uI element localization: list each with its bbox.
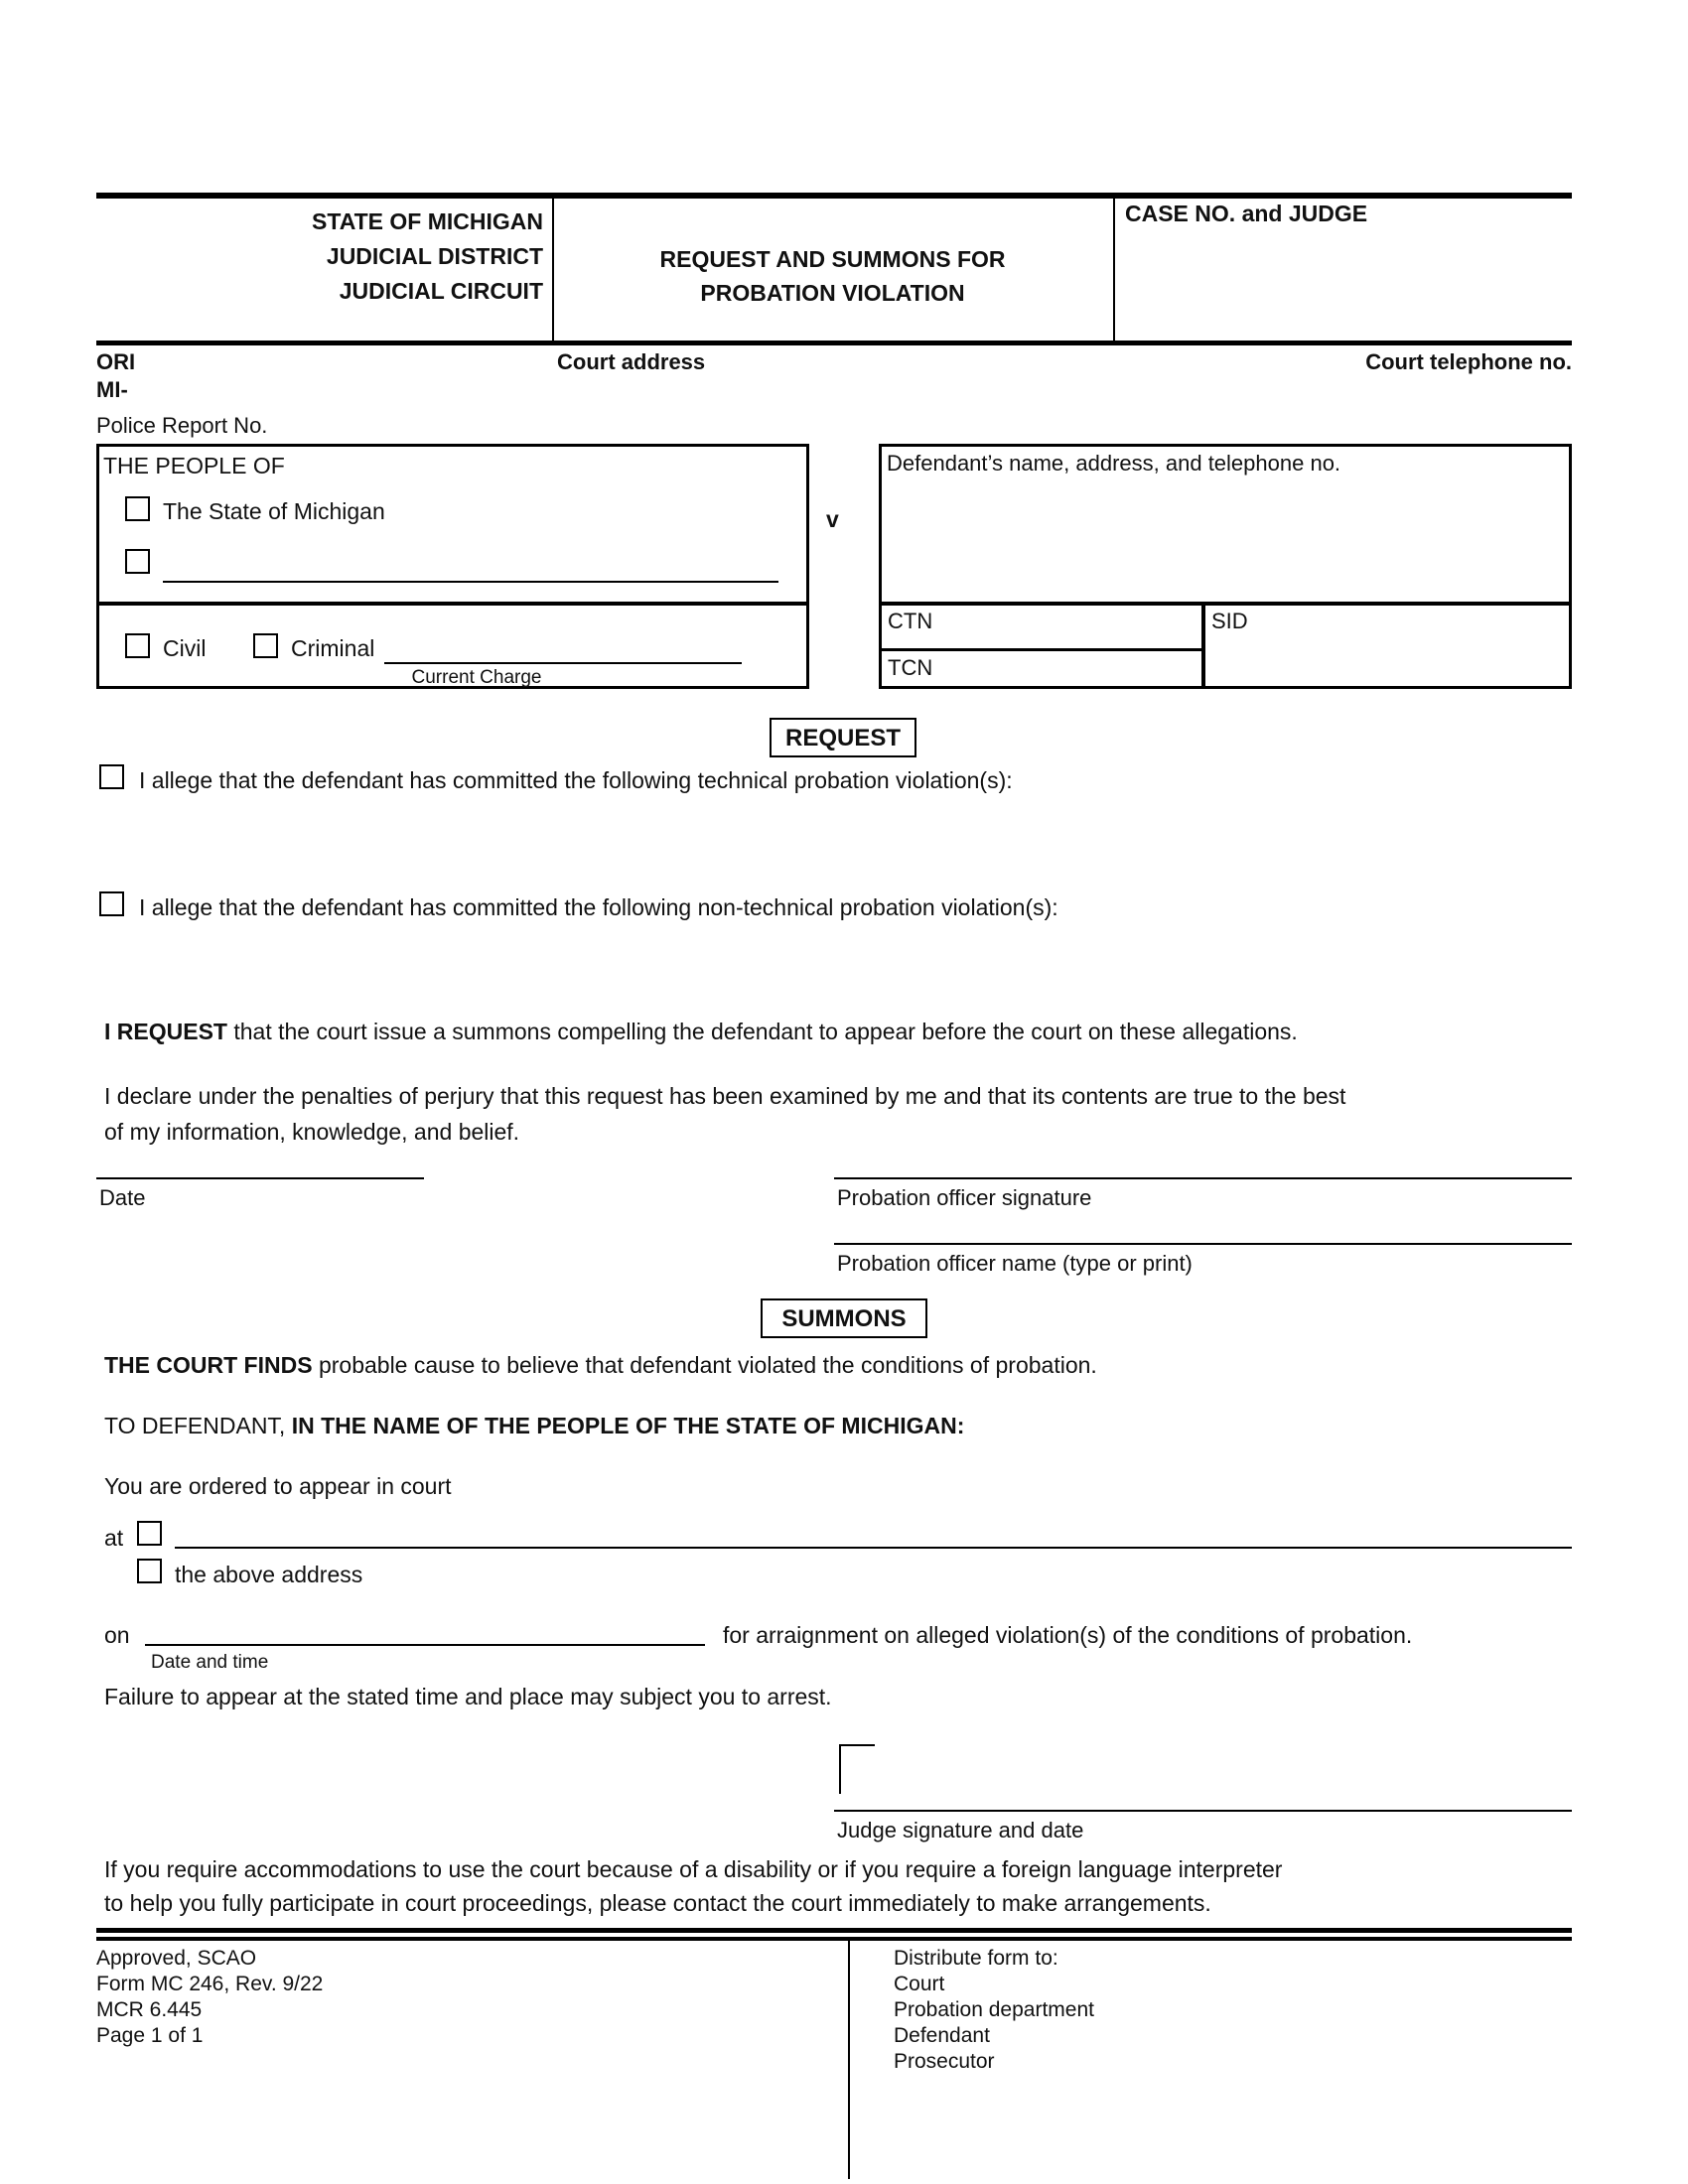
ctn-label: CTN [888, 609, 933, 633]
plaintiff-box-divider [99, 602, 806, 606]
footer-rule-bottom [96, 1937, 1572, 1941]
above-address-checkbox[interactable] [137, 1559, 162, 1583]
police-report-label: Police Report No. [96, 413, 268, 438]
request-statement-bold: I REQUEST [104, 1019, 227, 1044]
footer-distribution [894, 1946, 1094, 2075]
ctn-cell[interactable] [882, 606, 1201, 648]
header-bottom-rule [96, 341, 1572, 345]
above-address-label: the above address [175, 1562, 363, 1587]
footer-rule-top [96, 1928, 1572, 1933]
probation-officer-name-label: Probation officer name (type or print) [837, 1251, 1193, 1276]
other-plaintiff-line[interactable] [163, 556, 778, 583]
footer-column-divider [848, 1941, 850, 2179]
distribute-label: Distribute form to: [894, 1947, 1058, 1970]
tcn-cell[interactable] [882, 651, 1201, 686]
court-name-block [96, 205, 543, 309]
header-top-rule [96, 193, 1572, 199]
accommodation-notice: If you require accommodations to use the court because of a disability or if you require a foreign language interpreter to help you fully participate in court proceedings, please contact the court immediately to make arrangements. [104, 1856, 1283, 1916]
technical-violation-checkbox[interactable] [99, 764, 124, 789]
date-line[interactable] [96, 1153, 424, 1179]
defendant-info-label: Defendant’s name, address, and telephone no. [887, 451, 1341, 476]
court-finds-statement [104, 1352, 1097, 1379]
footer-form-info [96, 1946, 323, 2049]
distribute-defendant: Defendant [894, 2024, 990, 2047]
request-section-title: REQUEST [770, 718, 916, 757]
mi-label: MI- [96, 377, 128, 402]
nontechnical-violation-checkbox[interactable] [99, 891, 124, 916]
signature-placeholder-bracket-top [839, 1744, 875, 1746]
sid-label: SID [1211, 609, 1248, 633]
to-defendant-statement [104, 1413, 964, 1439]
header-divider-right [1113, 199, 1115, 341]
distribute-prosecutor: Prosecutor [894, 2050, 995, 2073]
criminal-checkbox[interactable] [253, 633, 278, 658]
civil-label: Civil [163, 635, 207, 661]
probation-officer-signature-line[interactable] [834, 1153, 1572, 1179]
failure-to-appear-text: Failure to appear at the stated time and place may subject you to arrest. [104, 1684, 832, 1709]
distribute-court: Court [894, 1973, 945, 1995]
date-label: Date [99, 1185, 146, 1210]
date-time-label: Date and time [151, 1652, 269, 1673]
judge-signature-line[interactable] [834, 1785, 1572, 1812]
in-the-name-bold: IN THE NAME OF THE PEOPLE OF THE STATE OF MICHIGAN: [291, 1413, 965, 1438]
people-of-label: THE PEOPLE OF [103, 453, 285, 478]
versus-label: v [826, 506, 839, 532]
mcr-line: MCR 6.445 [96, 1998, 203, 2021]
probation-officer-signature-label: Probation officer signature [837, 1185, 1092, 1210]
page-count-line: Page 1 of 1 [96, 2024, 204, 2047]
court-finds-bold: THE COURT FINDS [104, 1352, 313, 1378]
current-charge-line[interactable] [384, 637, 742, 664]
ori-label: ORI [96, 349, 136, 374]
court-address-label: Court address [557, 349, 706, 374]
other-plaintiff-checkbox[interactable] [125, 549, 150, 574]
on-label: on [104, 1622, 130, 1648]
sid-cell[interactable] [1205, 606, 1569, 686]
summons-section-title: SUMMONS [761, 1298, 927, 1338]
tcn-label: TCN [888, 655, 933, 680]
state-of-michigan-checkbox[interactable] [125, 496, 150, 521]
distribute-probation: Probation department [894, 1998, 1094, 2021]
current-charge-label: Current Charge [411, 667, 542, 688]
form-number-line: Form MC 246, Rev. 9/22 [96, 1973, 324, 1995]
court-location-checkbox[interactable] [137, 1521, 162, 1546]
at-label: at [104, 1525, 124, 1551]
probation-officer-name-line[interactable] [834, 1218, 1572, 1245]
court-location-line[interactable] [175, 1522, 1572, 1549]
court-finds-rest: probable cause to believe that defendant violated the conditions of probation. [312, 1352, 1097, 1378]
defendant-info-cell[interactable] [882, 447, 1569, 602]
perjury-declaration: I declare under the penalties of perjury that this request has been examined by me and that its contents are true to the best of my information, knowledge, and belief. [104, 1083, 1346, 1145]
defendant-box [879, 444, 1572, 689]
state-line: STATE OF MICHIGAN [312, 208, 543, 234]
request-statement-rest: that the court issue a summons compelling the defendant to appear before the court on these allegations. [226, 1019, 1298, 1044]
criminal-label: Criminal [291, 635, 375, 661]
judicial-circuit-line: JUDICIAL CIRCUIT [339, 278, 543, 304]
nontechnical-violation-text: I allege that the defendant has committed the following non-technical probation violation(s): [139, 894, 1058, 920]
civil-checkbox[interactable] [125, 633, 150, 658]
judicial-district-line: JUDICIAL DISTRICT [326, 243, 543, 269]
to-defendant-prefix: TO DEFENDANT, [104, 1413, 292, 1438]
approved-scao-line: Approved, SCAO [96, 1947, 257, 1970]
plaintiff-box [96, 444, 809, 689]
technical-violation-text: I allege that the defendant has committed the following technical probation violation(s): [139, 767, 1013, 793]
arraignment-text: for arraignment on alleged violation(s) of the conditions of probation. [723, 1622, 1413, 1648]
request-statement [104, 1019, 1298, 1045]
state-of-michigan-label: The State of Michigan [163, 498, 385, 524]
ordered-to-appear-text: You are ordered to appear in court [104, 1473, 452, 1499]
case-no-label: CASE NO. and JUDGE [1125, 201, 1368, 226]
judge-signature-label: Judge signature and date [837, 1818, 1084, 1843]
date-time-line[interactable] [145, 1619, 705, 1646]
court-telephone-label: Court telephone no. [1365, 349, 1572, 374]
form-title: REQUEST AND SUMMONS FOR PROBATION VIOLATION [659, 246, 1006, 306]
